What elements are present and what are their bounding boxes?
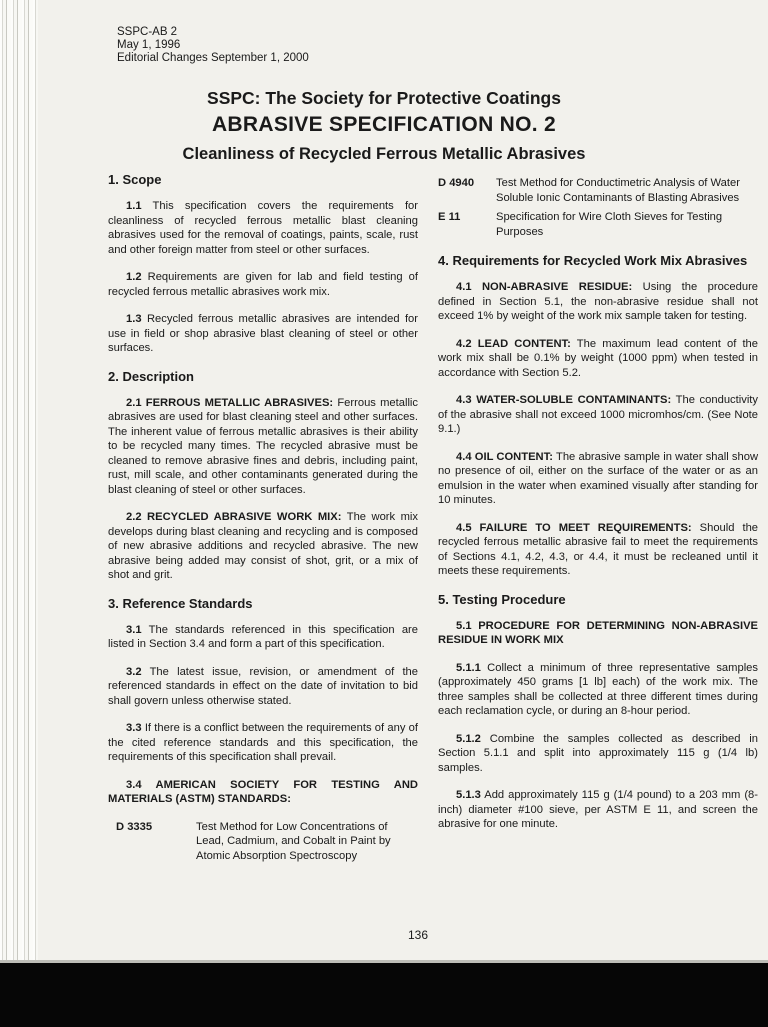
paragraph-3-3: 3.3 If there is a conflict between the requirements of any of the cited reference standards and this specification, the requirements of this specification shall prevail. [108,722,419,763]
standard-code: E 11 [438,211,461,223]
standard-code: D 3335 [116,820,153,833]
specification-title: ABRASIVE SPECIFICATION NO. 2 [211,113,557,136]
standard-code: D 4940 [438,177,475,189]
procedure-heading: 5.1 PROCEDURE FOR DETERMINING NON-ABRASIVE RESIDUE IN WORK MIX [438,619,758,646]
paragraph-4-2: 4.2 LEAD CONTENT: The maximum lead content of the work mix shall be 0.1% by weight (1000 ppm) when tested in accordance with Section 5.2. [438,337,758,379]
specification-subtitle: Cleanliness of Recycled Ferrous Metallic Abrasives [182,145,586,163]
paragraph-1-1: 1.1 This specification covers the requirements for cleanliness of recycled ferrous metallic blast cleaning abrasives used for the removal of coatings, paints, scale, rust and other foreign matter from steel or other surfaces. [108,200,418,256]
section-heading-testing: 5. Testing Procedure [438,591,566,607]
standard-description: Test Method for Conductimetric Analysis of Water Soluble Ionic Contaminants of Blasting Abrasives [496,177,740,204]
standard-description: Test Method for Low Concentrations of Lead, Cadmium, and Cobalt in Paint by Atomic Absorption Spectroscopy [196,820,391,862]
paragraph-5-1-2: 5.1.2 Combine the samples collected as described in Section 5.1.1 and split into approximately 115 g (1/4 lb) samples. [438,732,759,774]
paragraph-3-2: 3.2 The latest issue, revision, or amendment of the referenced standards in effect on the date of invitation to bid shall govern unless otherwise stated. [108,665,418,707]
doc-date: May 1, 1996 [117,39,181,51]
standard-row [438,176,758,205]
section-heading-description: 2. Description [108,368,194,384]
paragraph-5-1-3: 5.1.3 Add approximately 115 g (1/4 pound) to a 203 mm (8-inch) diameter #100 sieve, per ASTM E 11, and screen the abrasive for one minute. [438,789,758,830]
scan-border [0,960,768,1027]
section-heading-requirements: 4. Requirements for Recycled Work Mix Abrasives [438,253,748,268]
standard-description: Specification for Wire Cloth Sieves for Testing Purposes [496,211,723,238]
paragraph-4-1: 4.1 NON-ABRASIVE RESIDUE: Using the procedure defined in Section 5.1, the non-abrasive residue shall not exceed 1% by weight of the work mix sample taken for testing. [438,281,759,322]
paragraph-3-1: 3.1 The standards referenced in this specification are listed in Section 3.4 and form a part of this specification. [108,623,418,650]
paragraph-5-1-1: 5.1.1 Collect a minimum of three representative samples (approximately 450 grams [1 lb] each) of the work mix. The three samples shall be collected at three different times during each reclamation cycle, or during an 8-hour period. [438,661,758,717]
binding-edge [0,0,38,960]
standard-row [438,210,758,239]
organization-title: SSPC: The Society for Protective Coatings [207,88,561,108]
paragraph-4-4: 4.4 OIL CONTENT: The abrasive sample in water shall show no presence of oil, either on the surface of the water or as an emulsion in the water when examined visually after standing for 10 minutes. [438,450,759,506]
paragraph-4-5: 4.5 FAILURE TO MEET REQUIREMENTS: Should the recycled ferrous metallic abrasive fail to meet the requirements of Sections 4.1, 4.2, 4.3, or 4.4, it must be recleaned until it meets these requirements. [438,521,759,577]
page-number: 136 [407,928,429,942]
document-header [117,26,309,65]
paragraph-1-2: 1.2 Requirements are given for lab and field testing of recycled ferrous metallic abrasives work mix. [108,271,418,298]
paragraph-2-1: 2.1 FERROUS METALLIC ABRASIVES: Ferrous metallic abrasives are used for blast cleaning steel and other surfaces. The inherent value of ferrous metallic abrasives is their ability to be recycled many times. The recycled abrasive must be cleaned to remove abrasive fines and debris, including paint, rust, mill scale, and other contaminants generated during the blast cleaning of steel or other surfaces. [108,396,419,496]
left-column [108,172,418,868]
doc-id: SSPC-AB 2 [117,26,178,38]
paragraph-1-3: 1.3 Recycled ferrous metallic abrasives are intended for use in field or shop abrasive blast cleaning of steel or other surfaces. [108,313,419,354]
astm-standards-heading: 3.4 AMERICAN SOCIETY FOR TESTING AND MATERIALS (ASTM) STANDARDS: [108,778,418,805]
paragraph-2-2: 2.2 RECYCLED ABRASIVE WORK MIX: The work mix develops during blast cleaning and recycling and is composed of new abrasive additions and recycled abrasive. The new abrasive being added may consist of shot, grit, or a mix of shot and grit. [108,511,418,581]
standard-row [108,820,418,864]
right-column [438,176,758,845]
section-heading-references: 3. Reference Standards [108,595,253,611]
paragraph-4-3: 4.3 WATER-SOLUBLE CONTAMINANTS: The conductivity of the abrasive shall not exceed 1000 micromhos/cm. (See Note 9.1.) [438,394,759,435]
section-heading-scope: 1. Scope [108,172,162,187]
editorial-note: Editorial Changes September 1, 2000 [117,52,309,64]
